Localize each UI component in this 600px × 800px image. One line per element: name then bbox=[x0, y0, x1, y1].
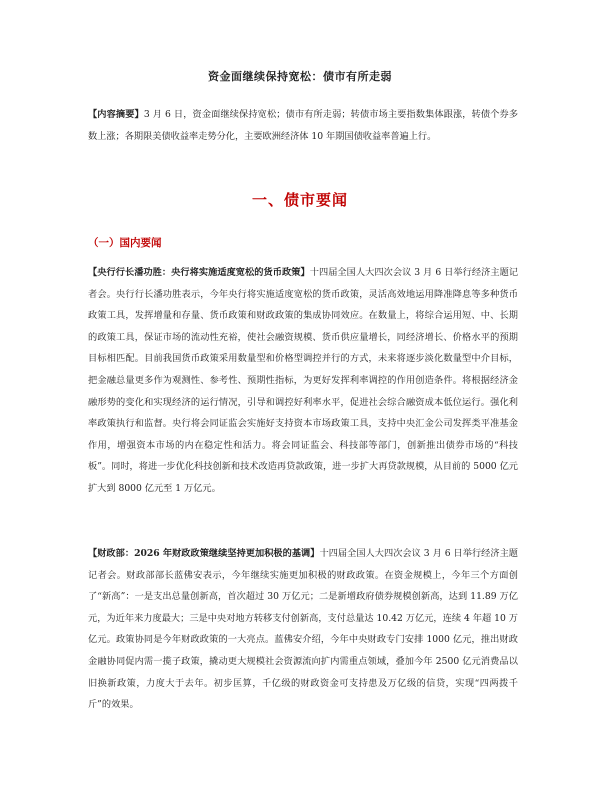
news-paragraph-pboc bbox=[88, 262, 518, 500]
paragraph-lead: 【央行行长潘功胜：央行将实施适度宽松的货币政策】 bbox=[88, 267, 310, 278]
section-heading: 一、债市要闻 bbox=[251, 191, 348, 209]
document-title: 资金面继续保持宽松：债市有所走弱 bbox=[208, 70, 392, 83]
paragraph-lead: 【财政部：2026 年财政政策继续坚持更加积极的基调】 bbox=[88, 548, 320, 559]
news-paragraph-mof bbox=[88, 543, 518, 716]
summary-label: 【内容摘要】 bbox=[88, 109, 144, 120]
summary-block bbox=[88, 104, 518, 148]
paragraph-text: 十四届全国人大四次会议 3 月 6 日举行经济主题记者会。央行行长潘功胜表示，今年央行将实施适度宽松的货币政策，灵活高效地运用降准降息等多种货币政策工具，发挥增量和存量、货币政策和财政政策的集成协同效应。在数量上，将综合运用短、中、长期的政策工具，保证市场的流动性充裕，使社会融资规模、货币供应量增长，同经济增长、价格水平的预期目标相匹配。目前我国货币政策采用数量型和价格型调控并行的方式，未来将逐步淡化数量型中介目标，把金融总量更多作为观测性、参考性、预期性指标，为更好发挥利率调控的作用创造条件。将根据经济金融形势的变化和实现经济的运行情况，引导和调控好利率水平，促进社会综合融资成本低位运行。强化利率政策执行和监督。央行将会同证监会实施好支持资本市场政策工具，支持中央汇金公司发挥类平准基金作用，增强资本市场的内在稳定性和活力。将会同证监会、科技部等部门，创新推出债券市场的“科技板”。同时，将进一步优化科技创新和技术改造再贷款政策，进一步扩大再贷款规模，从目前的 5000 亿元扩大到 8000 亿元至 1 万亿元。 bbox=[88, 267, 519, 494]
subsection-heading: （一）国内要闻 bbox=[88, 237, 162, 249]
paragraph-text: 十四届全国人大四次会议 3 月 6 日举行经济主题记者会。财政部部长蓝佛安表示，今年继续实施更加积极的财政政策。在资金规模上，今年三个方面创了“新高”：一是支出总量创新高，首次超过 30 万亿元；二是新增政府债券规模创新高，达到 11.89 万亿元，为近年来力度最大；三是中央对地方转移支付创新高，支付总量达 10.42 万亿元，连续 4 年超 10 万亿元。政策协同是今年财政政策的一大亮点。蓝佛安介绍，今年中央财政专门安排 1000 亿元，推出财政金融协同促内需一揽子政策，撬动更大规模社会资源流向扩内需重点领域，叠加今年 2500 亿元消费品以旧换新政策，力度大于去年。初步匡算，千亿级的财政资金可支持患及万亿级的信贷，实现“四两拨千斤”的效果。 bbox=[88, 548, 518, 711]
summary-text: 3 月 6 日，资金面继续保持宽松；债市有所走弱；转债市场主要指数集体跟涨，转债个券多数上涨；各期限美债收益率走势分化，主要欧洲经济体 10 年期国债收益率普遍上行。 bbox=[88, 109, 519, 142]
